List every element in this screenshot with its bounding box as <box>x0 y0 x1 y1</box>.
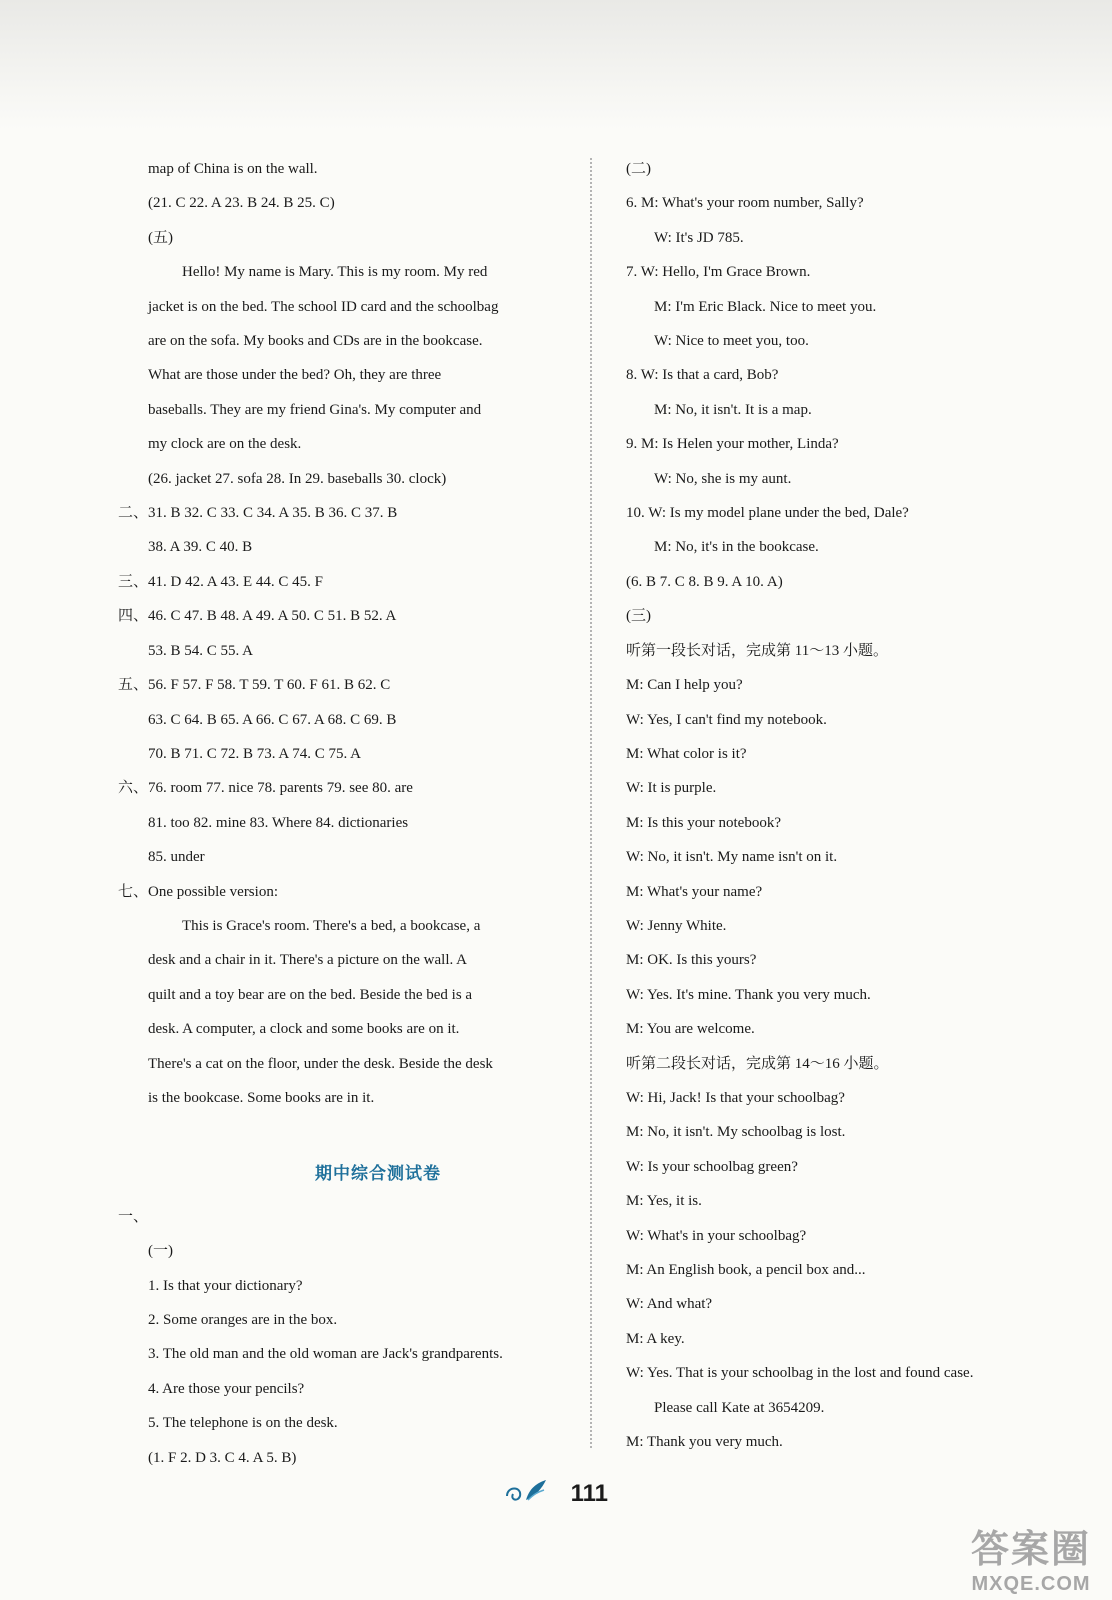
dialogue-line: 9. M: Is Helen your mother, Linda? <box>626 436 839 453</box>
answer-line: 二、31. B 32. C 33. C 34. A 35. B 36. C 37. B <box>118 505 398 522</box>
answer-line: 85. under <box>148 849 205 866</box>
passage-line: Hello! My name is Mary. This is my room. My red <box>182 264 488 281</box>
answer-line: 81. too 82. mine 83. Where 84. dictionaries <box>148 814 409 831</box>
listening-item: 1. Is that your dictionary? <box>148 1277 303 1294</box>
dialogue-line: 10. W: Is my model plane under the bed, Dale? <box>626 505 909 522</box>
dialogue-line: M: You are welcome. <box>626 1021 755 1038</box>
dialogue-line: M: No, it isn't. My schoolbag is lost. <box>626 1124 846 1141</box>
dialogue-line: 6. M: What's your room number, Sally? <box>626 195 864 212</box>
answer-line: 三、41. D 42. A 43. E 44. C 45. F <box>118 573 324 590</box>
answer-line: 四、46. C 47. B 48. A 49. A 50. C 51. B 52. A <box>118 608 397 625</box>
essay-line: There's a cat on the floor, under the desk. Beside the desk <box>148 1055 493 1072</box>
passage-line: baseballs. They are my friend Gina's. My computer and <box>148 401 482 418</box>
listening-item: 3. The old man and the old woman are Jack's grandparents. <box>148 1346 503 1363</box>
dialogue-line: Please call Kate at 3654209. <box>654 1399 825 1416</box>
part-label: 一、 <box>118 1208 149 1225</box>
essay-line: is the bookcase. Some books are in it. <box>148 1089 375 1106</box>
dialogue-line: W: Yes. It's mine. Thank you very much. <box>626 986 871 1003</box>
section-title: 期中综合测试卷 <box>315 1164 441 1184</box>
dialogue-line: M: A key. <box>626 1330 685 1347</box>
dialogue-line: W: Hi, Jack! Is that your schoolbag? <box>626 1089 845 1106</box>
answer-line: (26. jacket 27. sofa 28. In 29. baseballs 30. clock) <box>148 470 447 487</box>
answer-line: 38. A 39. C 40. B <box>148 539 253 556</box>
dialogue-line: M: An English book, a pencil box and... <box>626 1262 866 1278</box>
dialogue-line: M: Can I help you? <box>626 677 743 694</box>
dialogue-line: M: What's your name? <box>626 883 763 900</box>
dialogue-line: W: Yes, I can't find my notebook. <box>626 711 827 728</box>
instruction-line: 听第二段长对话，完成第 14～16 小题。 <box>626 1055 889 1072</box>
dialogue-line: W: It's JD 785. <box>654 229 744 246</box>
dialogue-line: W: It is purple. <box>626 780 717 797</box>
dialogue-line: M: Yes, it is. <box>626 1193 702 1210</box>
answer-line: (6. B 7. C 8. B 9. A 10. A) <box>626 573 783 590</box>
sub-heading: (三) <box>626 608 651 625</box>
passage-line: jacket is on the bed. The school ID card and the schoolbag <box>148 298 499 315</box>
dialogue-line: M: Thank you very much. <box>626 1434 783 1451</box>
dialogue-line: M: Is this your notebook? <box>626 814 781 831</box>
listening-item: 2. Some oranges are in the box. <box>148 1312 338 1328</box>
answer-line: 七、One possible version: <box>118 883 278 900</box>
essay-line: quilt and a toy bear are on the bed. Beside the bed is a <box>148 986 473 1003</box>
dialogue-line: M: I'm Eric Black. Nice to meet you. <box>654 298 877 315</box>
answer-line: 五、56. F 57. F 58. T 59. T 60. F 61. B 62. C <box>118 677 391 694</box>
dialogue-line: W: Is your schoolbag green? <box>626 1158 798 1175</box>
page-number: 111 <box>570 1479 609 1507</box>
dialogue-line: W: No, she is my aunt. <box>654 470 792 487</box>
answer-line: (21. C 22. A 23. B 24. B 25. C) <box>148 195 335 212</box>
essay-line: desk. A computer, a clock and some books are on it. <box>148 1021 460 1038</box>
column-divider <box>590 158 592 1448</box>
watermark-url: MXQE.COM <box>971 1573 1091 1595</box>
answer-line: 53. B 54. C 55. A <box>148 642 254 659</box>
leaf-swirl-icon <box>504 1478 550 1511</box>
passage-line: my clock are on the desk. <box>148 436 302 453</box>
dialogue-line: W: Jenny White. <box>626 917 727 934</box>
answer-line: 70. B 71. C 72. B 73. A 74. C 75. A <box>148 745 361 762</box>
essay-line: desk and a chair in it. There's a picture on the wall. A <box>148 952 467 969</box>
answer-line: 63. C 64. B 65. A 66. C 67. A 68. C 69. B <box>148 711 397 728</box>
text-line: map of China is on the wall. <box>148 161 318 177</box>
dialogue-line: M: No, it's in the bookcase. <box>654 539 819 556</box>
sub-heading: (一) <box>148 1243 173 1260</box>
page-footer <box>0 1478 1112 1511</box>
sub-heading: (二) <box>626 161 651 177</box>
watermark-logo: 答案圈 <box>970 1529 1091 1571</box>
right-column <box>626 152 1066 1459</box>
dialogue-line: M: What color is it? <box>626 745 747 762</box>
passage-line: What are those under the bed? Oh, they are three <box>148 367 442 384</box>
dialogue-line: W: Yes. That is your schoolbag in the lost and found case. <box>626 1365 974 1382</box>
passage-line: are on the sofa. My books and CDs are in the bookcase. <box>148 333 483 350</box>
instruction-line: 听第一段长对话，完成第 11～13 小题。 <box>626 642 888 659</box>
dialogue-line: W: No, it isn't. My name isn't on it. <box>626 849 838 866</box>
dialogue-line: W: Nice to meet you, too. <box>654 333 809 350</box>
listening-item: 5. The telephone is on the desk. <box>148 1415 338 1432</box>
listening-item: 4. Are those your pencils? <box>148 1380 305 1397</box>
dialogue-line: W: And what? <box>626 1296 713 1313</box>
answer-line: (1. F 2. D 3. C 4. A 5. B) <box>148 1449 297 1466</box>
site-watermark <box>956 1518 1106 1596</box>
dialogue-line: M: OK. Is this yours? <box>626 952 757 969</box>
left-column <box>118 152 578 1475</box>
essay-line: This is Grace's room. There's a bed, a bookcase, a <box>182 917 481 934</box>
scan-top-shadow <box>0 0 1112 130</box>
sub-heading: (五) <box>148 229 173 246</box>
dialogue-line: 8. W: Is that a card, Bob? <box>626 367 779 384</box>
dialogue-line: W: What's in your schoolbag? <box>626 1227 807 1244</box>
answer-line: 六、76. room 77. nice 78. parents 79. see 80. are <box>118 780 413 797</box>
dialogue-line: 7. W: Hello, I'm Grace Brown. <box>626 264 811 281</box>
dialogue-line: M: No, it isn't. It is a map. <box>654 401 812 418</box>
